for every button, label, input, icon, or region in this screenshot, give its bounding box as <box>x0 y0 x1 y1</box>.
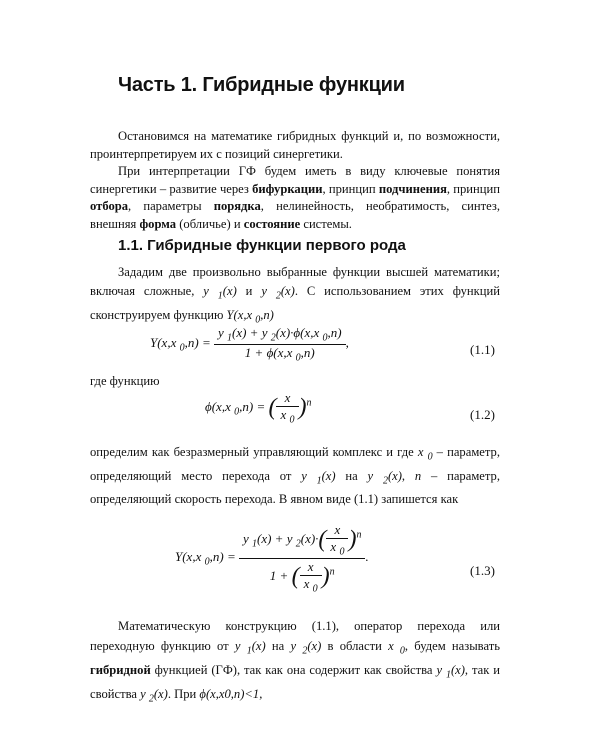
equation-number-1-1: (1.1) <box>470 342 495 357</box>
equation-1-2: ϕ(x,x $_0$,n) = ( $\frac{x}{x _0}$ )$^n$ <box>205 390 312 426</box>
paragraph-control-parameter: определим как безразмерный управляющий комплекс и где x $_0$ – параметр, определяющий место перехода от y $_1$(x) на y $_2$(x), n – параметр, определяющий скорость перехода. В явном виде (1.1) запишется как <box>90 445 500 507</box>
page-title: Часть 1. Гибридные функции <box>118 74 405 96</box>
equation-1-3: Y(x,x $_0$,n) = y $_1$(x) + y $_2$(x)·( $\frac{x}{x _0}$ )$^n$ 1 + ( $\frac{x}{x _0}$ )$^n$ . <box>175 522 369 595</box>
paragraph-intro: Остановимся на математике гибридных функций и, по возможности, проинтерпретируем их с позиций синергетики. <box>90 129 500 161</box>
equation-number-1-2: (1.2) <box>470 407 495 422</box>
equation-number-1-3: (1.3) <box>470 563 495 578</box>
equation-1-1: Y(x,x $_0$,n) = $\frac{y _1(x) + y _2(x)\cdot\phi(x,x _0,n)}{1 + \phi(x,x _0,n)}$ , <box>150 325 349 364</box>
paragraph-where-function: где функцию <box>90 374 160 388</box>
paragraph-hybrid-definition: Математическую конструкцию (1.1), оператор перехода или переходную функцию от y $_1$(x) на y $_2$(x) в области x $_0$, будем называть гибридной функцией (ГФ), так как она содержит как свойства y $_1$(x), так и свойства y $_2$(x). При ϕ(x,x0,n)<1, <box>90 619 500 705</box>
paragraph-interpretation: При интерпретации ГФ будем иметь в виду ключевые понятия синергетики – развитие через бифуркации, принцип подчинения, принцип отбора, параметры порядка, нелинейность, необратимость, синтез, внешняя форма (обличье) и состояние системы. <box>90 164 500 231</box>
paragraph-define-functions: Зададим две произвольно выбранные функции высшей математики; включая сложные, y $_1$(x) и y $_2$(x). С использованием этих функций сконструируем функцию Y(x,x $_0$,n) <box>90 265 500 326</box>
section-heading: 1.1. Гибридные функции первого рода <box>118 237 406 254</box>
